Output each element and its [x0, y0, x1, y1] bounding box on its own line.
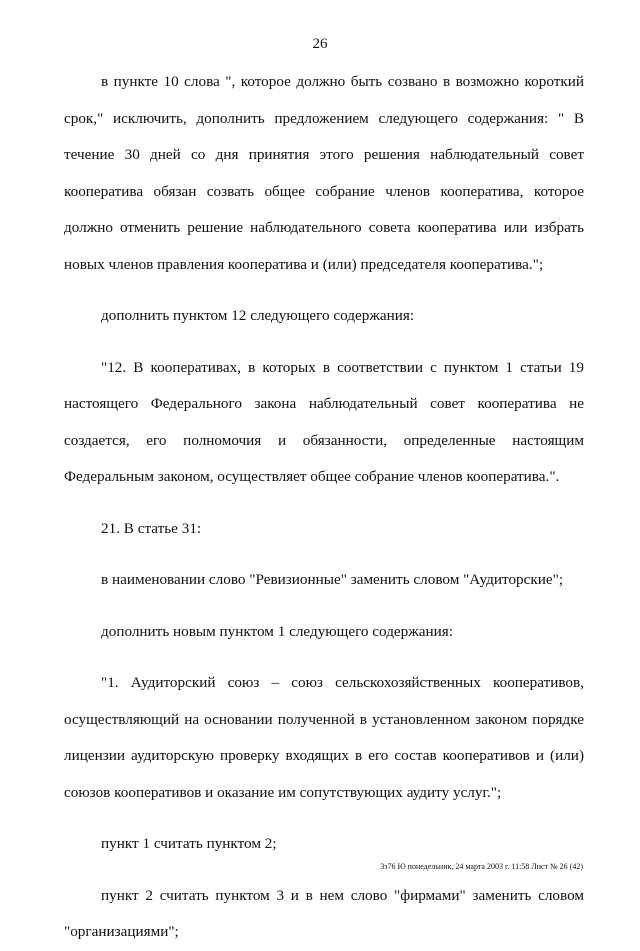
paragraph-9: пункт 2 считать пунктом 3 и в нем слово "фирмами" заменить словом "организациями"; [64, 886, 584, 940]
paragraph-4: 21. В статье 31: [101, 519, 202, 537]
paragraph-2: дополнить пунктом 12 следующего содержания: [101, 307, 415, 324]
paragraph-3: "12. В кооперативах, в которых в соответствии с пунктом 1 статьи 19 настоящего Федерального закона наблюдательный совет кооператива не создается, его полномочия и обязанности, определенные настоящим Федеральным законом, осуществляет общее собрание членов кооператива.". [64, 358, 584, 485]
paragraph-1: в пункте 10 слова ", которое должно быть созвано в возможно короткий срок," исключить, дополнить предложением следующего содержания: " В течение 30 дней со дня принятия этого решения наблюдательный совет кооператива обязан созвать общее собрание членов кооператива, которое должно отменить решение наблюдательного совета кооператива или избрать новых членов правления кооператива и (или) председателя кооператива."; [64, 73, 584, 273]
page-number: 26 [312, 36, 328, 52]
document-body [64, 64, 584, 951]
paragraph-6: дополнить новым пунктом 1 следующего содержания: [101, 622, 453, 640]
paragraph-7: "1. Аудиторский союз – союз сельскохозяйственных кооперативов, осуществляющий на основании полученной в установленном законом порядке лицензии аудиторскую проверку входящих в его состав кооперативов и (или) союзов кооперативов и оказание им сопутствующих аудиту услуг."; [64, 674, 584, 801]
footer-info: 3з76 Ю понедельник, 24 марта 2003 г. 11:58 Лист № 26 (42) [380, 862, 583, 871]
paragraph-5: в наименовании слово "Ревизионные" заменить словом "Аудиторские"; [101, 571, 564, 588]
paragraph-8: пункт 1 считать пунктом 2; [101, 835, 277, 852]
